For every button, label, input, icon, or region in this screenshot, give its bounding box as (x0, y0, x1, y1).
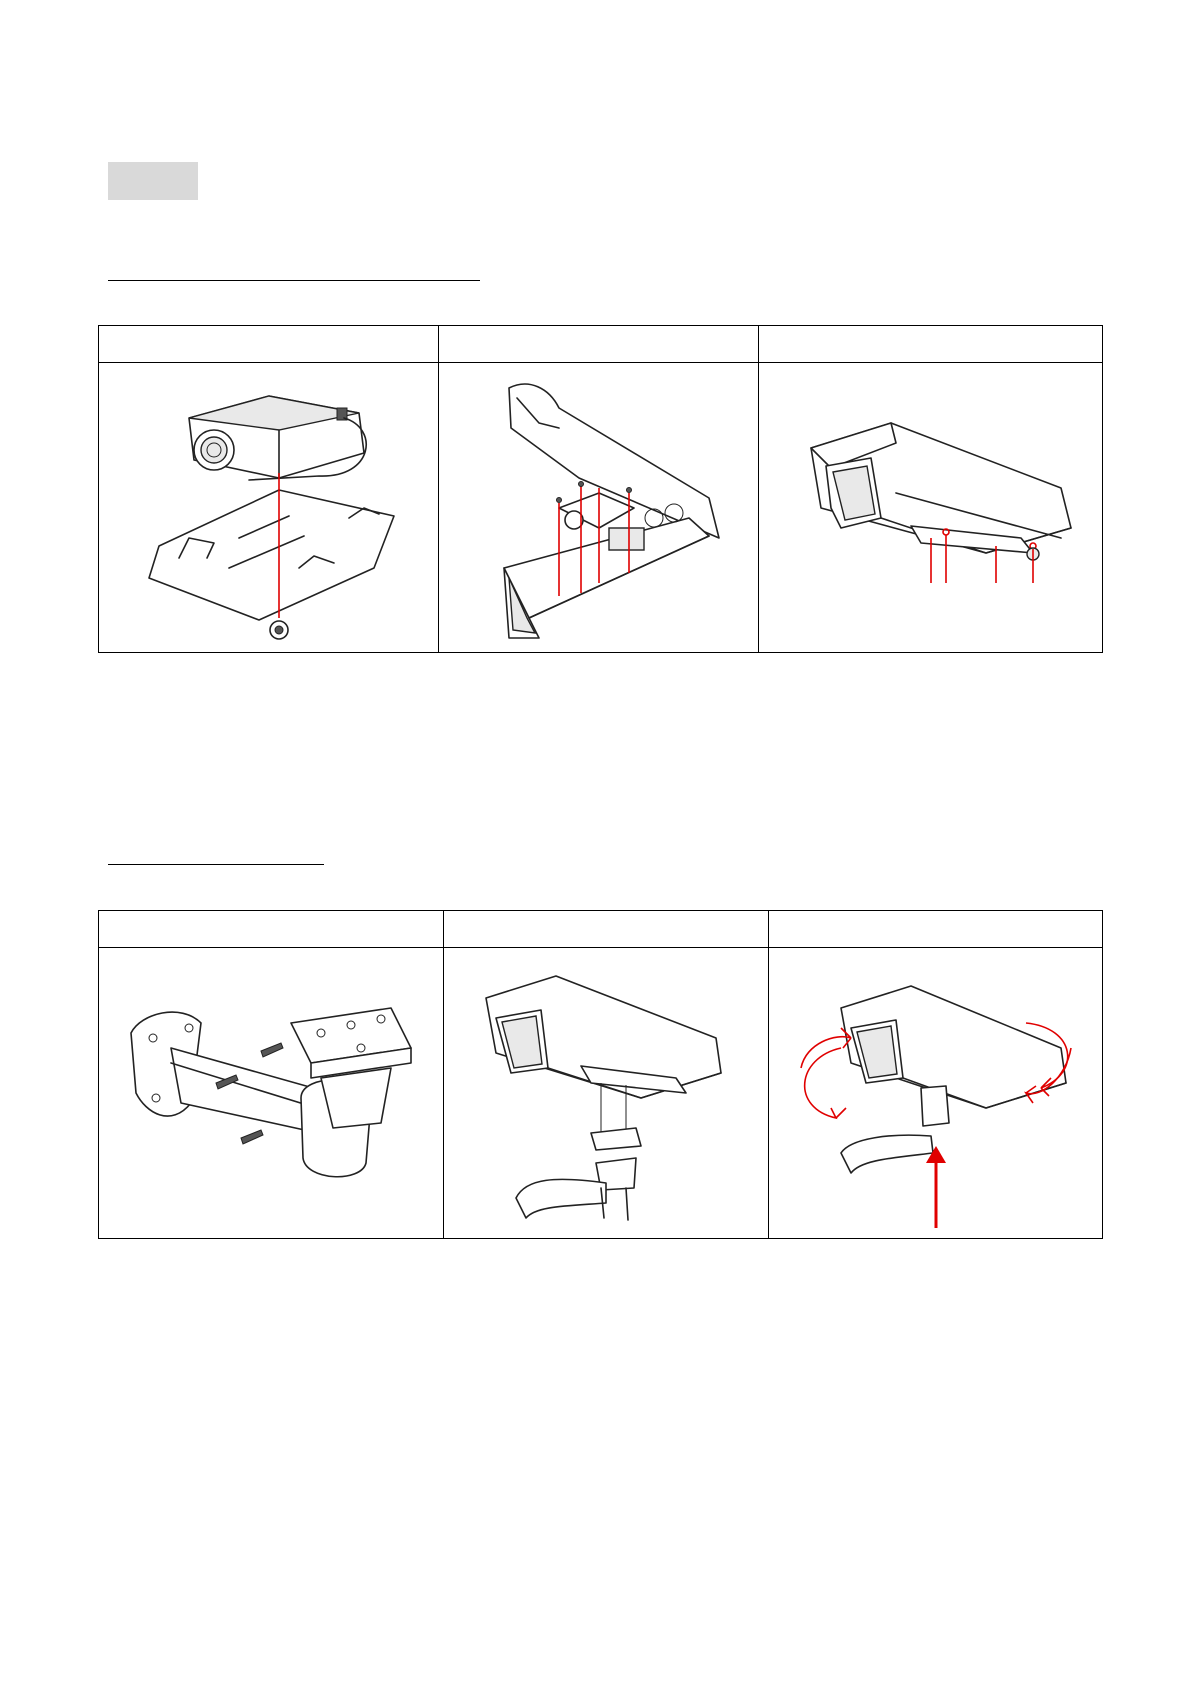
section2-image-cell (99, 948, 444, 1239)
camera-mount-plate-illustration (119, 368, 419, 648)
section-tag (108, 162, 198, 200)
section1-image-cell (439, 363, 759, 653)
section1-image-cell (99, 363, 439, 653)
section1-heading-underline (108, 280, 480, 281)
section2-image-cell (769, 948, 1103, 1239)
section2-step-table (98, 910, 1103, 1239)
section1-col-header (439, 326, 759, 363)
open-housing-illustration (449, 368, 749, 648)
closed-housing-illustration (771, 368, 1091, 648)
section2-col-header (769, 911, 1103, 948)
wall-bracket-illustration (111, 953, 431, 1233)
section2-col-header (99, 911, 444, 948)
housing-bracket-illustration (456, 948, 756, 1238)
section2-image-cell (444, 948, 769, 1239)
section2-heading-underline (108, 864, 324, 865)
section1-step-table (98, 325, 1103, 653)
section1-col-header (99, 326, 439, 363)
section2-col-header (444, 911, 769, 948)
section1-image-cell (759, 363, 1103, 653)
section1-col-header (759, 326, 1103, 363)
adjust-angle-illustration (781, 948, 1091, 1238)
